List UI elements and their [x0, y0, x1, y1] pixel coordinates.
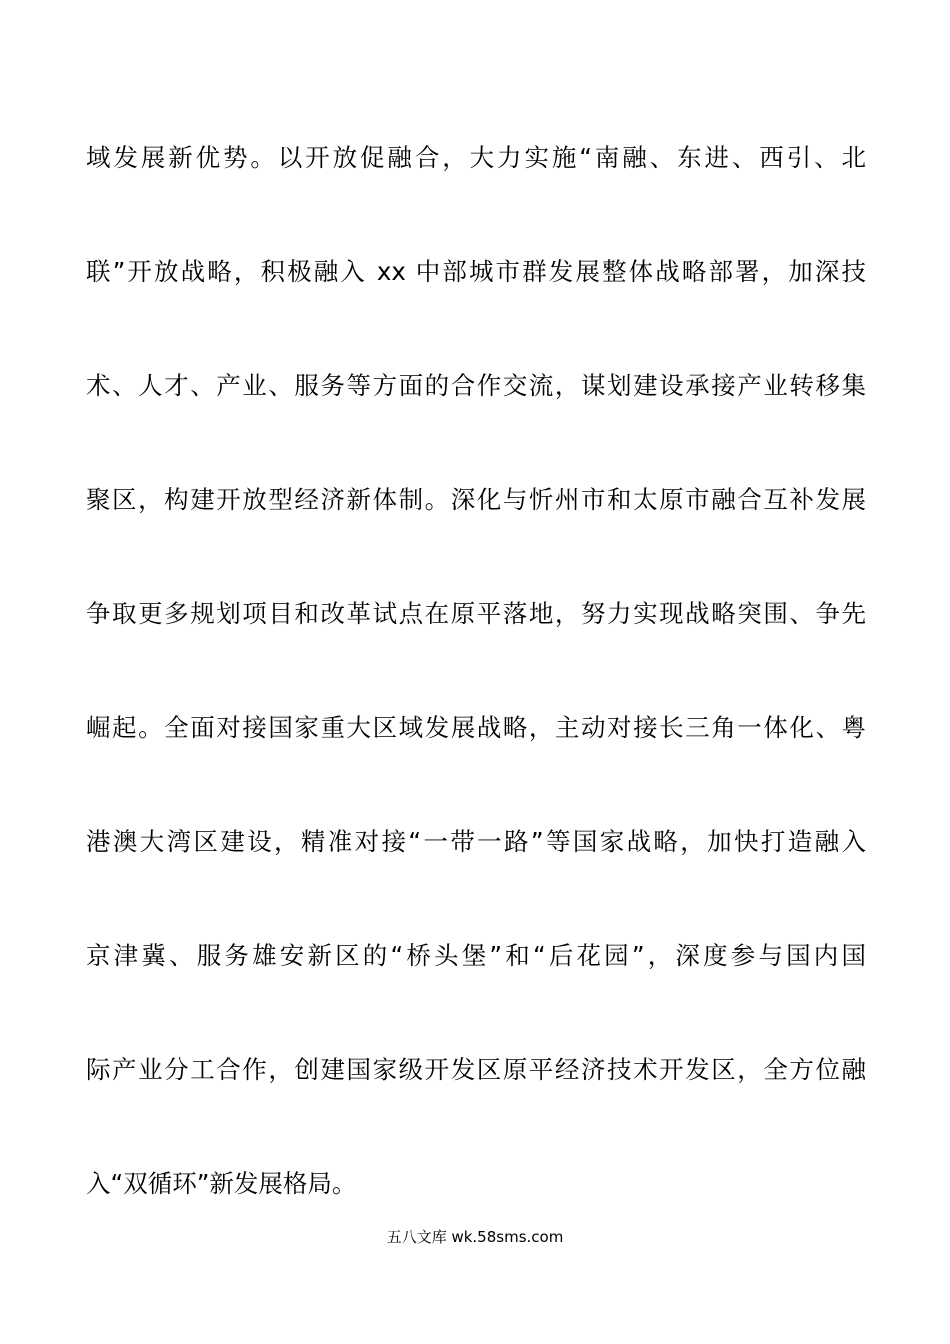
paragraph-line-2: 联”开放战略，积极融入 xx 中部城市群发展整体战略部署，加深技 [86, 257, 866, 286]
paragraph-line-7: 港澳大湾区建设，精准对接“一带一路”等国家战略，加快打造融入 [86, 827, 866, 856]
footer-watermark-text: 五八文库 wk.58sms.com [386, 1228, 564, 1246]
paragraph-line-6: 崛起。全面对接国家重大区域发展战略，主动对接长三角一体化、粤 [86, 713, 866, 742]
paragraph-line-4: 聚区，构建开放型经济新体制。深化与忻州市和太原市融合互补发展 [86, 485, 866, 514]
paragraph-line-3: 术、人才、产业、服务等方面的合作交流，谋划建设承接产业转移集 [86, 371, 866, 400]
paragraph-line-10: 入“双循环”新发展格局。 [86, 1169, 357, 1198]
paragraph-line-1: 域发展新优势。以开放促融合，大力实施“南融、东进、西引、北 [86, 143, 866, 172]
paragraph-line-8: 京津冀、服务雄安新区的“桥头堡”和“后花园”，深度参与国内国 [86, 941, 866, 970]
paragraph-line-9: 际产业分工合作，创建国家级开发区原平经济技术开发区，全方位融 [86, 1055, 866, 1084]
paragraph-line-5: 争取更多规划项目和改革试点在原平落地，努力实现战略突围、争先 [86, 599, 866, 628]
